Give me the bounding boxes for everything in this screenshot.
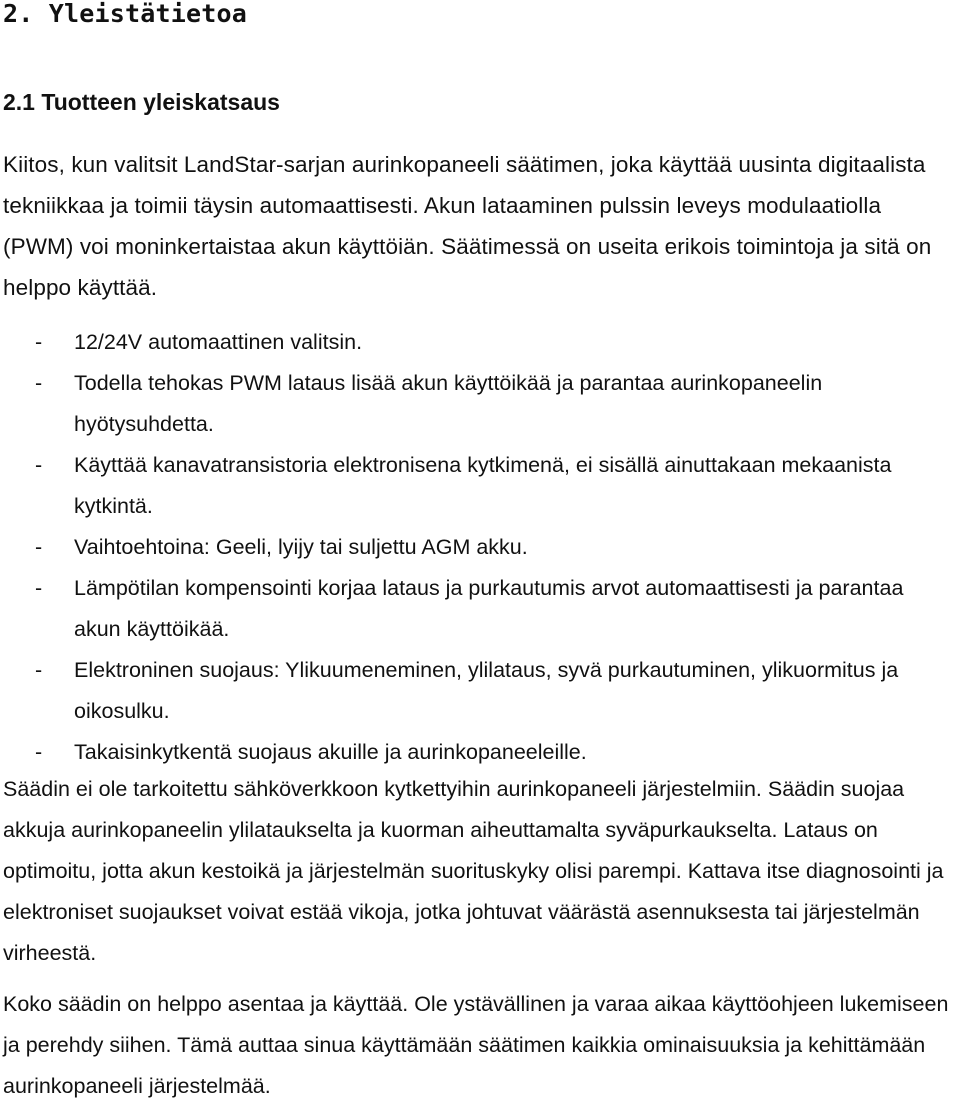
list-item-text: 12/24V automaattinen valitsin. — [74, 330, 363, 354]
list-item-text: Käyttää kanavatransistoria elektronisena kytkimenä, ei sisällä ainuttakaan mekaanista kytkintä. — [74, 453, 892, 518]
bullet-dash: - — [35, 658, 43, 682]
list-item-text: Lämpötilan kompensointi korjaa lataus ja purkautumis arvot automaattisesti ja parantaa akun käyttöikää. — [74, 576, 904, 641]
list-item-text: Elektroninen suojaus: Ylikuumeneminen, ylilataus, syvä purkautuminen, ylikuormitus ja oikosulku. — [74, 658, 899, 723]
list-item — [0, 527, 955, 568]
subsection-heading: 2.1 Tuotteen yleiskatsaus — [3, 89, 280, 115]
bullet-dash: - — [35, 535, 43, 559]
bullet-dash: - — [35, 371, 43, 395]
list-item — [0, 445, 955, 527]
list-item-text: Takaisinkytkentä suojaus akuille ja aurinkopaneeleille. — [74, 740, 587, 764]
section-heading: 2. Yleistätietoa — [3, 0, 248, 28]
body-paragraph: Koko säädin on helppo asentaa ja käyttää. Ole ystävällinen ja varaa aikaa käyttöohjeen lukemiseen ja perehdy siihen. Tämä auttaa sinua käyttämään säätimen kaikkia ominaisuuksia ja kehittämään aurinkopaneeli järjestelmää. — [3, 992, 949, 1098]
feature-list — [0, 322, 955, 773]
list-item — [0, 568, 955, 650]
bullet-dash: - — [35, 740, 43, 764]
bullet-dash: - — [35, 330, 43, 354]
list-item — [0, 732, 955, 773]
bullet-dash: - — [35, 576, 43, 600]
intro-paragraph: Kiitos, kun valitsit LandStar-sarjan aurinkopaneeli säätimen, joka käyttää uusinta digitaalista tekniikkaa ja toimii täysin automaattisesti. Akun lataaminen pulssin leveys modulaatiolla (PWM) voi moninkertaistaa akun käyttöiän. Säätimessä on useita erikois toimintoja ja sitä on helppo käyttää. — [3, 152, 932, 300]
list-item — [0, 650, 955, 732]
body-paragraph: Säädin ei ole tarkoitettu sähköverkkoon kytkettyihin aurinkopaneeli järjestelmiin. Säädin suojaa akkuja aurinkopaneelin ylilataukselta ja kuorman aiheuttamalta syväpurkaukselta. Lataus on optimoitu, jotta akun kestoikä ja järjestelmän suorituskyky olisi parempi. Kattava itse diagnosointi ja elektroniset suojaukset voivat estää vikoja, jotka johtuvat väärästä asennuksesta tai järjestelmän virheestä. — [3, 777, 944, 965]
list-item — [0, 363, 955, 445]
list-item — [0, 322, 955, 363]
bullet-dash: - — [35, 453, 43, 477]
list-item-text: Todella tehokas PWM lataus lisää akun käyttöikää ja parantaa aurinkopaneelin hyötysuhdetta. — [74, 371, 823, 436]
list-item-text: Vaihtoehtoina: Geeli, lyijy tai suljettu AGM akku. — [74, 535, 528, 559]
